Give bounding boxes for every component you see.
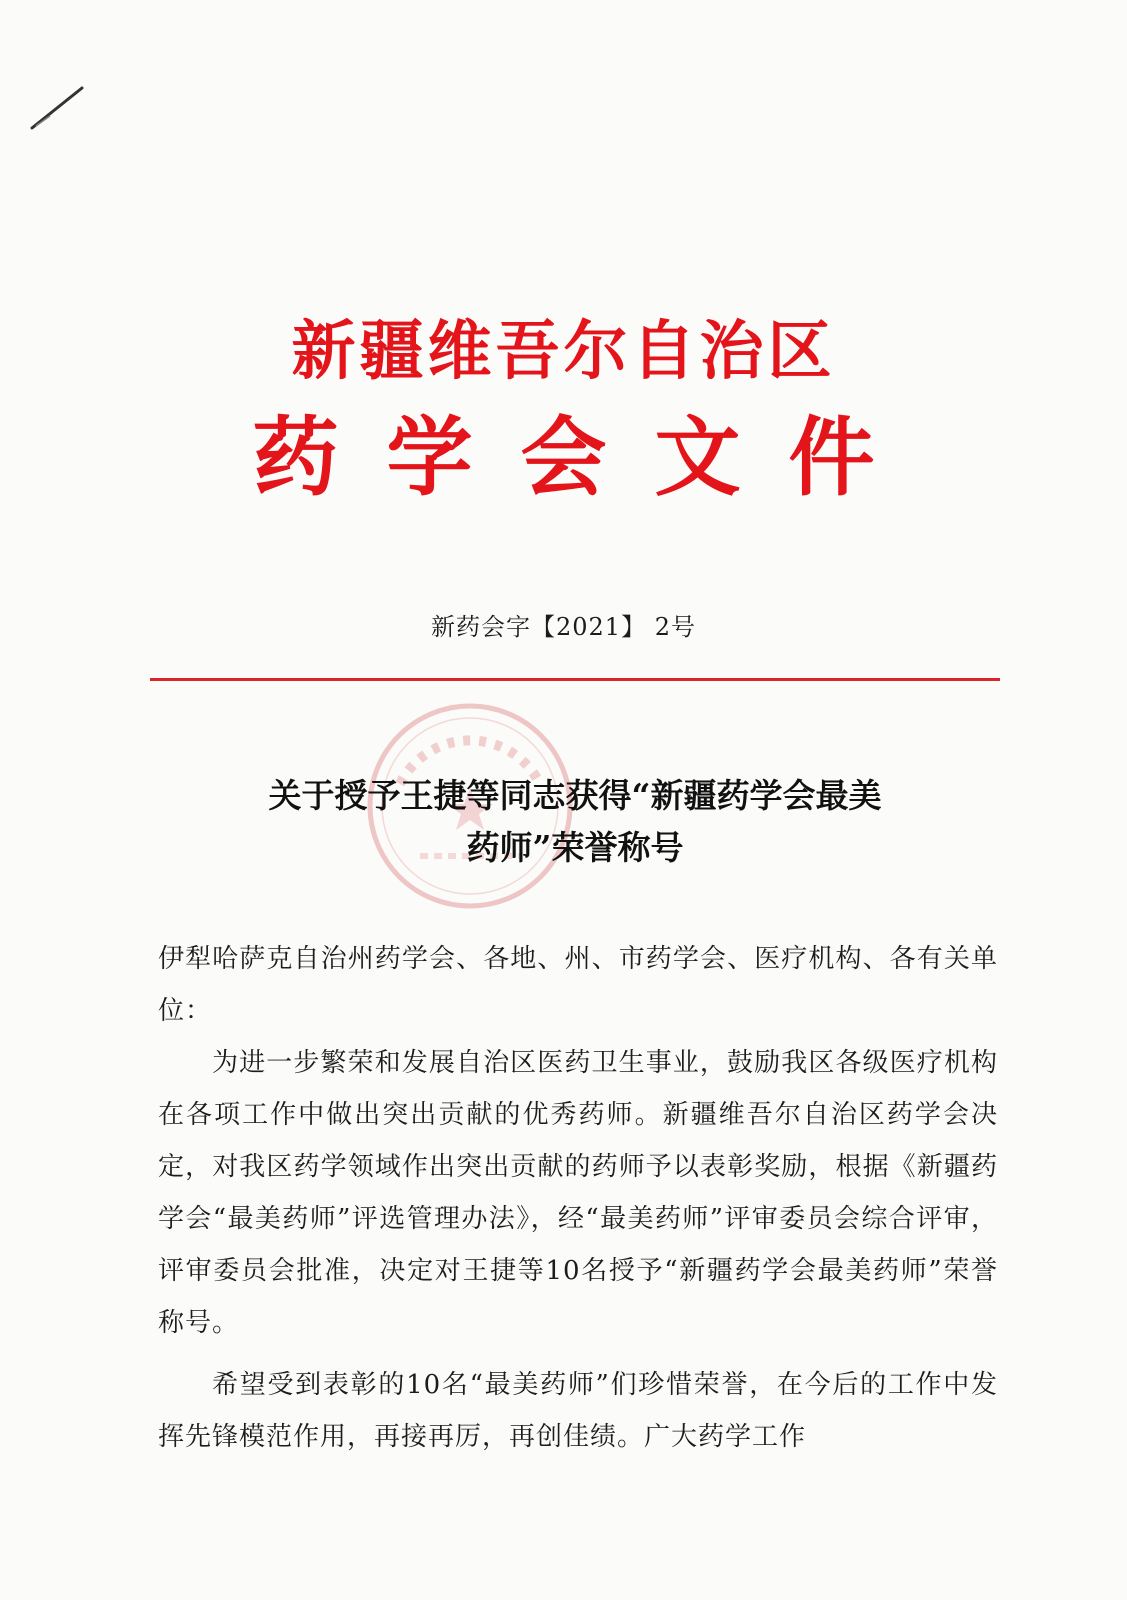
addressee: 伊犁哈萨克自治州药学会、各地、州、市药学会、医疗机构、各有关单位：	[158, 944, 998, 1026]
issuer-document-title: 药学会文件	[252, 407, 923, 508]
notice-body	[158, 933, 998, 1463]
notice-title	[150, 770, 1000, 874]
issuer-region: 新疆维吾尔自治区	[291, 314, 836, 389]
body-paragraph-1: 为进一步繁荣和发展自治区医药卫生事业，鼓励我区各级医疗机构在各项工作中做出突出贡献的优秀药师。新疆维吾尔自治区药学会决定，对我区药学领域作出突出贡献的药师予以表彰奖励，根据《新疆药学会“最美药师”评选管理办法》，经“最美药师”评审委员会综合评审，评审委员会批准，决定对王捷等10名授予“新疆药学会最美药师”荣誉称号。	[158, 1048, 998, 1338]
document-number: 新药会字【2021】 2号	[431, 613, 696, 641]
pen-stroke-mark	[30, 84, 90, 134]
red-separator-line	[150, 678, 1000, 681]
body-paragraph-2: 希望受到表彰的10名“最美药师”们珍惜荣誉，在今后的工作中发挥先锋模范作用，再接再厉，再创佳绩。广大药学工作	[158, 1370, 998, 1452]
notice-title-line2: 药师”荣誉称号	[466, 828, 684, 867]
notice-title-line1: 关于授予王捷等同志获得“新疆药学会最美	[268, 776, 882, 815]
